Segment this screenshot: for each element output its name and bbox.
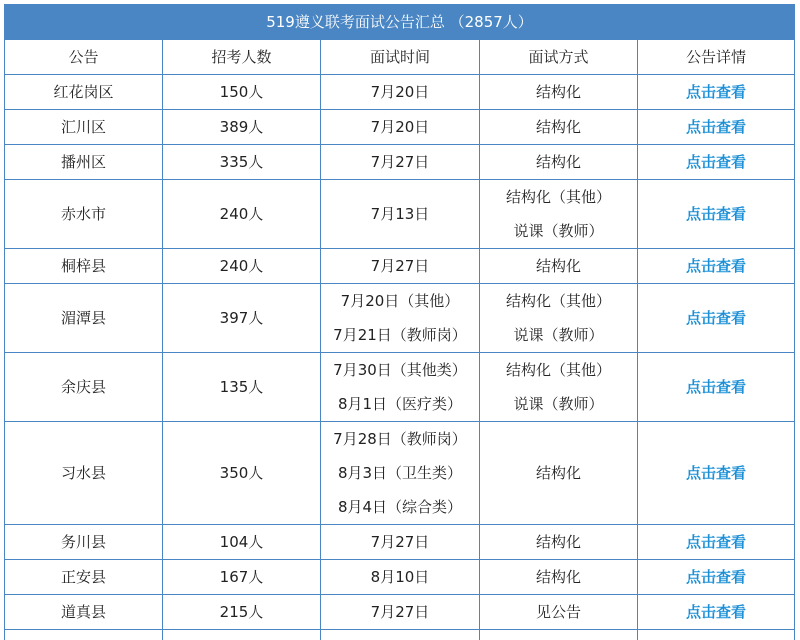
interview-method-line: 结构化 bbox=[480, 456, 637, 490]
table-row bbox=[5, 525, 795, 560]
table-row bbox=[5, 353, 795, 422]
table-row bbox=[5, 145, 795, 180]
interview-method-line: 见公告 bbox=[480, 595, 637, 629]
table-row bbox=[5, 560, 795, 595]
view-details-link[interactable]: 点击查看 bbox=[686, 153, 746, 171]
view-details-link[interactable]: 点击查看 bbox=[686, 464, 746, 482]
interview-method-cell bbox=[480, 180, 638, 249]
interview-time-line: 7月27日 bbox=[321, 525, 479, 559]
interview-time-line: 7月20日（其他） bbox=[321, 284, 479, 318]
interview-method-cell bbox=[480, 249, 638, 284]
interview-time-line: 8月1日（医疗类） bbox=[321, 387, 479, 421]
view-details-link[interactable]: 点击查看 bbox=[686, 83, 746, 101]
interview-method-line: 结构化 bbox=[480, 249, 637, 283]
details-cell bbox=[638, 249, 795, 284]
partial-cell bbox=[5, 630, 163, 640]
interview-time-line: 8月4日（综合类） bbox=[321, 490, 479, 524]
area-cell: 道真县 bbox=[5, 595, 163, 630]
interview-method-cell bbox=[480, 595, 638, 630]
interview-method-line: 说课（教师） bbox=[480, 387, 637, 421]
area-cell: 务川县 bbox=[5, 525, 163, 560]
interview-time-line: 7月13日 bbox=[321, 197, 479, 231]
interview-method-line: 结构化（其他） bbox=[480, 353, 637, 387]
area-cell: 余庆县 bbox=[5, 353, 163, 422]
interview-time-line: 7月28日（教师岗） bbox=[321, 422, 479, 456]
details-cell bbox=[638, 525, 795, 560]
interview-time-cell bbox=[321, 525, 480, 560]
interview-method-line: 结构化 bbox=[480, 560, 637, 594]
count-cell: 135人 bbox=[163, 353, 321, 422]
area-cell: 正安县 bbox=[5, 560, 163, 595]
interview-time-cell bbox=[321, 180, 480, 249]
view-details-link[interactable]: 点击查看 bbox=[686, 309, 746, 327]
interview-time-cell bbox=[321, 353, 480, 422]
area-cell: 赤水市 bbox=[5, 180, 163, 249]
count-cell: 389人 bbox=[163, 110, 321, 145]
interview-method-cell bbox=[480, 75, 638, 110]
interview-time-line: 7月27日 bbox=[321, 595, 479, 629]
view-details-link[interactable]: 点击查看 bbox=[686, 257, 746, 275]
table-row bbox=[5, 422, 795, 525]
header-announcement: 公告 bbox=[5, 40, 163, 75]
table-row bbox=[5, 180, 795, 249]
partial-cell bbox=[638, 630, 795, 640]
view-details-link[interactable]: 点击查看 bbox=[686, 568, 746, 586]
interview-time-cell bbox=[321, 110, 480, 145]
interview-time-cell bbox=[321, 560, 480, 595]
interview-time-line: 8月10日 bbox=[321, 560, 479, 594]
interview-time-line: 7月30日（其他类） bbox=[321, 353, 479, 387]
table-row-partial bbox=[5, 630, 795, 640]
count-cell: 150人 bbox=[163, 75, 321, 110]
count-cell: 215人 bbox=[163, 595, 321, 630]
interview-method-cell bbox=[480, 560, 638, 595]
area-cell: 汇川区 bbox=[5, 110, 163, 145]
partial-cell bbox=[321, 630, 480, 640]
area-cell: 红花岗区 bbox=[5, 75, 163, 110]
details-cell bbox=[638, 595, 795, 630]
interview-time-line: 8月3日（卫生类） bbox=[321, 456, 479, 490]
table-header-row bbox=[5, 40, 795, 75]
interview-time-line: 7月27日 bbox=[321, 249, 479, 283]
details-cell bbox=[638, 180, 795, 249]
table-row bbox=[5, 249, 795, 284]
interview-time-cell bbox=[321, 595, 480, 630]
interview-time-cell bbox=[321, 249, 480, 284]
table-title: 519遵义联考面试公告汇总 （2857人） bbox=[5, 5, 795, 40]
interview-method-line: 结构化（其他） bbox=[480, 180, 637, 214]
interview-time-line: 7月20日 bbox=[321, 75, 479, 109]
interview-method-line: 说课（教师） bbox=[480, 318, 637, 352]
interview-method-cell bbox=[480, 525, 638, 560]
partial-cell bbox=[480, 630, 638, 640]
interview-method-cell bbox=[480, 110, 638, 145]
view-details-link[interactable]: 点击查看 bbox=[686, 205, 746, 223]
area-cell: 桐梓县 bbox=[5, 249, 163, 284]
details-cell bbox=[638, 353, 795, 422]
interview-method-cell bbox=[480, 353, 638, 422]
details-cell bbox=[638, 422, 795, 525]
header-count: 招考人数 bbox=[163, 40, 321, 75]
details-cell bbox=[638, 75, 795, 110]
details-cell bbox=[638, 560, 795, 595]
interview-method-line: 结构化 bbox=[480, 75, 637, 109]
table-body bbox=[5, 75, 795, 640]
count-cell: 335人 bbox=[163, 145, 321, 180]
interview-method-cell bbox=[480, 145, 638, 180]
interview-method-line: 结构化 bbox=[480, 145, 637, 179]
interview-time-cell bbox=[321, 422, 480, 525]
count-cell: 350人 bbox=[163, 422, 321, 525]
count-cell: 240人 bbox=[163, 180, 321, 249]
header-interview-method: 面试方式 bbox=[480, 40, 638, 75]
view-details-link[interactable]: 点击查看 bbox=[686, 603, 746, 621]
table-row bbox=[5, 110, 795, 145]
interview-time-cell bbox=[321, 145, 480, 180]
interview-method-line: 结构化 bbox=[480, 525, 637, 559]
view-details-link[interactable]: 点击查看 bbox=[686, 533, 746, 551]
table-row bbox=[5, 595, 795, 630]
interview-time-cell bbox=[321, 284, 480, 353]
interview-time-line: 7月27日 bbox=[321, 145, 479, 179]
view-details-link[interactable]: 点击查看 bbox=[686, 118, 746, 136]
table-row bbox=[5, 75, 795, 110]
interview-time-line: 7月21日（教师岗） bbox=[321, 318, 479, 352]
view-details-link[interactable]: 点击查看 bbox=[686, 378, 746, 396]
count-cell: 240人 bbox=[163, 249, 321, 284]
interview-method-line: 说课（教师） bbox=[480, 214, 637, 248]
table-title-row bbox=[5, 5, 795, 40]
interview-method-cell bbox=[480, 422, 638, 525]
details-cell bbox=[638, 110, 795, 145]
details-cell bbox=[638, 284, 795, 353]
table-row bbox=[5, 284, 795, 353]
interview-method-line: 结构化（其他） bbox=[480, 284, 637, 318]
area-cell: 播州区 bbox=[5, 145, 163, 180]
interview-summary-table bbox=[4, 4, 795, 640]
interview-time-cell bbox=[321, 75, 480, 110]
count-cell: 167人 bbox=[163, 560, 321, 595]
interview-time-line: 7月20日 bbox=[321, 110, 479, 144]
partial-cell bbox=[163, 630, 321, 640]
area-cell: 湄潭县 bbox=[5, 284, 163, 353]
interview-method-line: 结构化 bbox=[480, 110, 637, 144]
header-details: 公告详情 bbox=[638, 40, 795, 75]
details-cell bbox=[638, 145, 795, 180]
count-cell: 397人 bbox=[163, 284, 321, 353]
count-cell: 104人 bbox=[163, 525, 321, 560]
header-interview-time: 面试时间 bbox=[321, 40, 480, 75]
area-cell: 习水县 bbox=[5, 422, 163, 525]
interview-method-cell bbox=[480, 284, 638, 353]
